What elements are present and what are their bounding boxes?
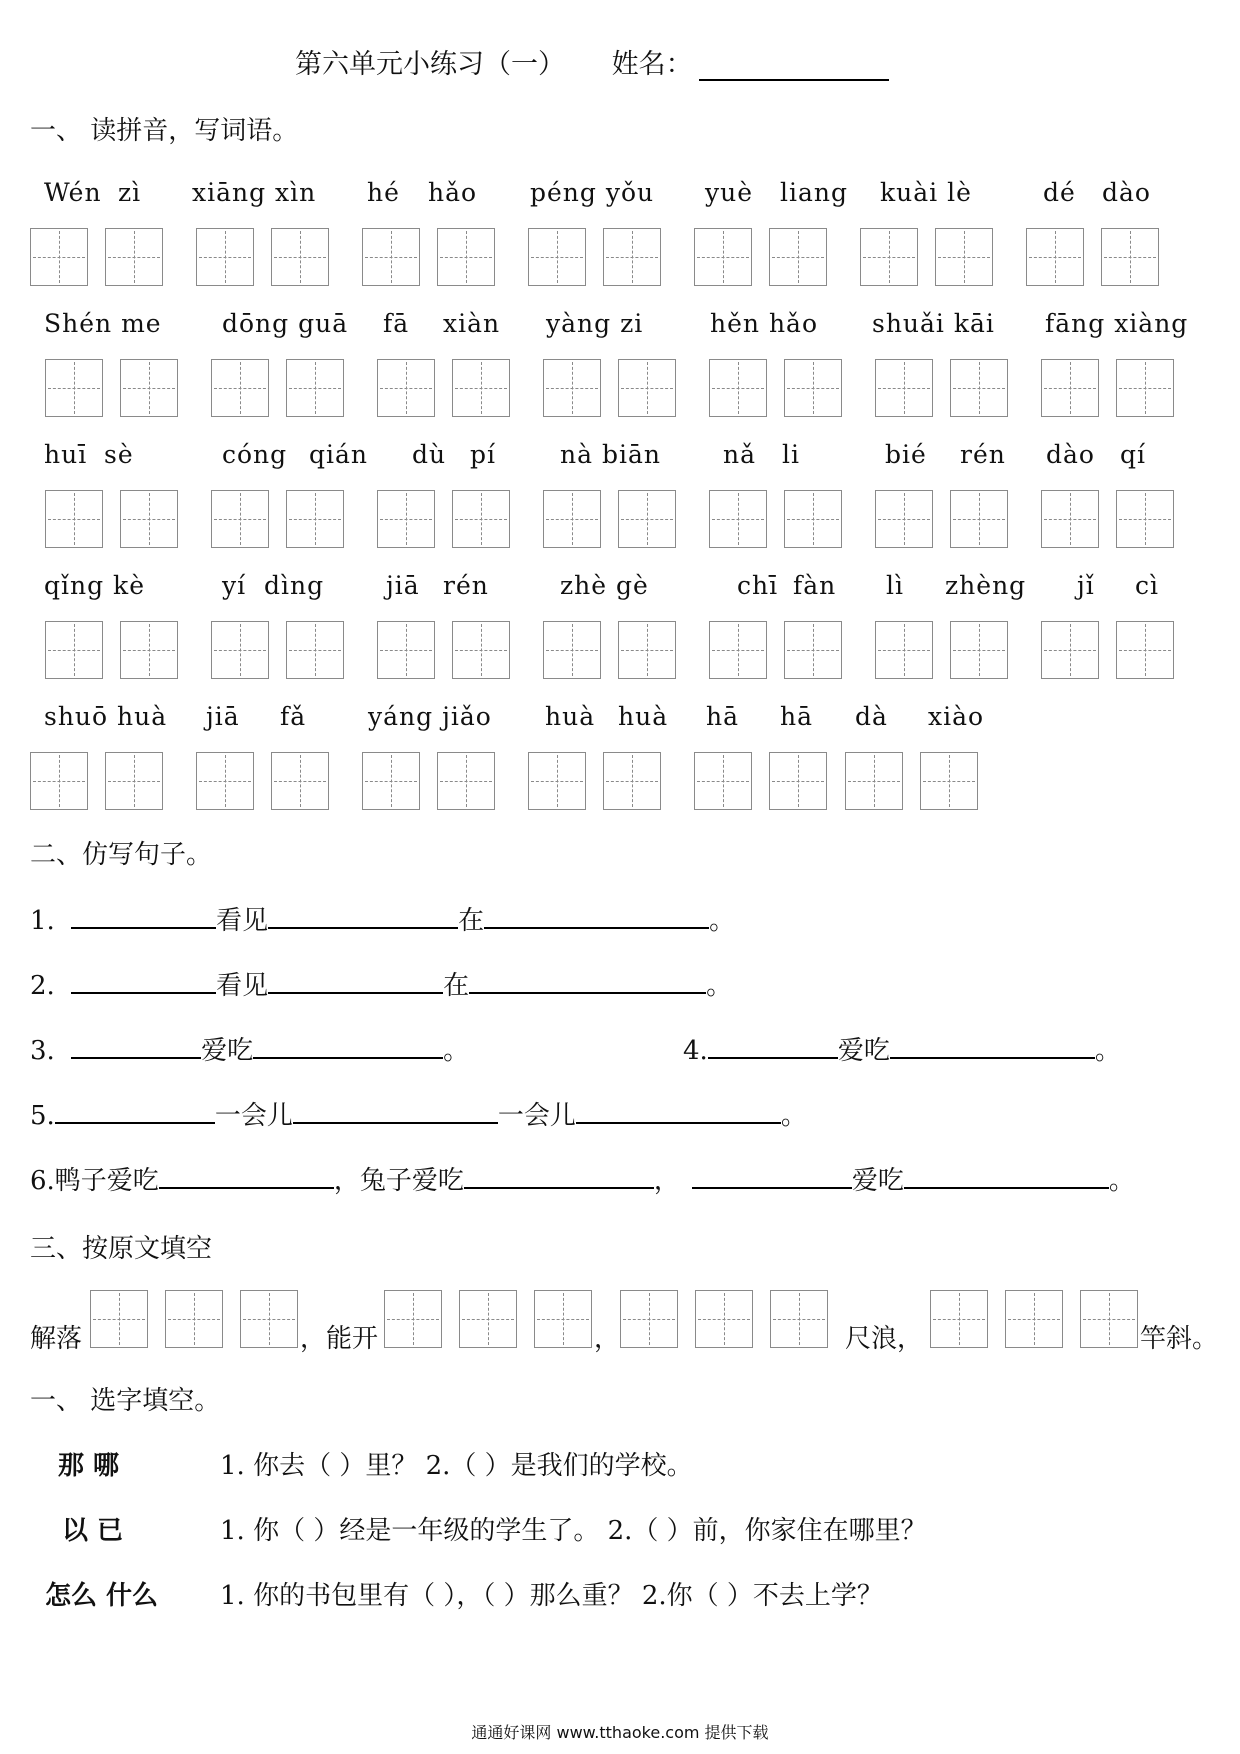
pinyin: dōng guā [222, 309, 349, 338]
sentence-3 [30, 1030, 469, 1067]
writing-grid[interactable] [1005, 1290, 1063, 1348]
writing-grid[interactable] [1041, 621, 1099, 679]
writing-grid[interactable] [709, 621, 767, 679]
blank[interactable] [484, 903, 709, 929]
blank[interactable] [268, 903, 458, 929]
pinyin: jiā [206, 702, 240, 731]
pinyin: lì [886, 571, 904, 600]
writing-grid[interactable] [950, 490, 1008, 548]
pinyin: fǎ [280, 702, 307, 731]
word: 爱吃 [851, 1166, 904, 1196]
writing-grid[interactable] [30, 228, 88, 286]
writing-grid[interactable] [875, 490, 933, 548]
word: ，兔子爱吃 [333, 1166, 464, 1196]
poem-text: 竿斜。 [1140, 1324, 1219, 1354]
writing-grid[interactable] [618, 490, 676, 548]
word: 看见 [216, 906, 269, 936]
pinyin: yàng zi [546, 309, 644, 338]
writing-grid[interactable] [694, 228, 752, 286]
writing-grid[interactable] [120, 621, 178, 679]
word: 爱吃 [837, 1036, 890, 1066]
pinyin: rén [960, 440, 1006, 469]
page-title [295, 42, 889, 81]
pinyin: huī [44, 440, 88, 469]
choice-text: 1. 你的书包里有（ ），（ ）那么重？ 2.你（ ）不去上学？ [220, 1581, 883, 1611]
item-number: 1. [30, 906, 55, 936]
section2-heading: 二、仿写句子。 [30, 840, 213, 870]
blank[interactable] [293, 1098, 498, 1124]
pinyin: péng yǒu [530, 178, 655, 207]
item-number: 4. [683, 1036, 708, 1066]
writing-grid[interactable] [452, 359, 510, 417]
pinyin: yuè [705, 178, 754, 207]
writing-grid[interactable] [45, 621, 103, 679]
item-number: 3. [30, 1036, 55, 1066]
pinyin: liang [780, 178, 849, 207]
writing-grid[interactable] [286, 490, 344, 548]
writing-grid[interactable] [45, 490, 103, 548]
blank[interactable] [268, 968, 443, 994]
pinyin: nǎ [723, 440, 757, 469]
writing-grid[interactable] [1116, 621, 1174, 679]
pinyin: yí [222, 571, 247, 600]
pinyin: hǎo [428, 178, 478, 207]
pinyin: nà biān [560, 440, 661, 469]
pinyin: rén [443, 571, 489, 600]
writing-grid[interactable] [120, 490, 178, 548]
pinyin: dù [412, 440, 447, 469]
word: 在 [443, 971, 470, 1001]
pinyin: dìng [264, 571, 325, 600]
pinyin: jiā [386, 571, 420, 600]
writing-grid[interactable] [30, 752, 88, 810]
pinyin: hā [706, 702, 740, 731]
blank[interactable] [159, 1163, 334, 1189]
pinyin: xiào [928, 702, 985, 731]
sentence-2 [30, 965, 732, 1002]
blank[interactable] [71, 1033, 201, 1059]
blank[interactable] [71, 903, 216, 929]
writing-grid[interactable] [543, 621, 601, 679]
writing-grid[interactable] [603, 752, 661, 810]
writing-grid[interactable] [105, 752, 163, 810]
item-number: 6.鸭子爱吃 [30, 1166, 159, 1196]
title-text: 第六单元小练习（一） [295, 49, 565, 80]
choice-label: 以 已 [62, 1516, 124, 1546]
choice-label: 怎么 什么 [45, 1581, 159, 1611]
choice-text: 1. 你（ ）经是一年级的学生了。 2.（ ）前，你家住在哪里？ [220, 1516, 927, 1546]
sentence-1 [30, 900, 735, 937]
word: ， [653, 1166, 680, 1196]
writing-grid[interactable] [950, 621, 1008, 679]
writing-grid[interactable] [1041, 359, 1099, 417]
writing-grid[interactable] [437, 228, 495, 286]
item-number: 5. [30, 1101, 55, 1131]
blank[interactable] [904, 1163, 1109, 1189]
blank[interactable] [464, 1163, 654, 1189]
writing-grid[interactable] [377, 359, 435, 417]
poem-text: 尺浪， [845, 1324, 924, 1354]
writing-grid[interactable] [603, 228, 661, 286]
pinyin: zhèng [945, 571, 1027, 600]
footer: 通通好课网 www.tthaoke.com 提供下载 [471, 1723, 769, 1742]
pinyin: zì [118, 178, 142, 207]
writing-grid[interactable] [694, 752, 752, 810]
punct: 。 [1108, 1166, 1135, 1196]
sentence-6 [30, 1160, 1135, 1197]
pinyin: yáng jiǎo [368, 702, 492, 731]
blank[interactable] [469, 968, 706, 994]
writing-grid[interactable] [528, 752, 586, 810]
punct: 。 [443, 1036, 470, 1066]
blank[interactable] [890, 1033, 1095, 1059]
writing-grid[interactable] [920, 752, 978, 810]
pinyin: qǐng kè [44, 571, 145, 600]
pinyin: sè [104, 440, 134, 469]
writing-grid[interactable] [377, 490, 435, 548]
choice-label: 那 哪 [58, 1451, 120, 1481]
pinyin: qí [1120, 440, 1146, 469]
writing-grid[interactable] [211, 490, 269, 548]
pinyin: pí [470, 440, 496, 469]
writing-grid[interactable] [875, 359, 933, 417]
writing-grid[interactable] [362, 752, 420, 810]
word: 一会儿 [214, 1101, 293, 1131]
section3-heading: 三、按原文填空 [30, 1234, 213, 1264]
writing-grid[interactable] [286, 621, 344, 679]
writing-grid[interactable] [437, 752, 495, 810]
pinyin: cóng [222, 440, 288, 469]
pinyin: dà [855, 702, 888, 731]
pinyin: qián [309, 440, 369, 469]
choice-chars [62, 1510, 123, 1547]
blank[interactable] [576, 1098, 781, 1124]
pinyin: xiāng xìn [192, 178, 317, 207]
blank[interactable] [692, 1163, 852, 1189]
writing-grid[interactable] [120, 359, 178, 417]
writing-grid[interactable] [211, 359, 269, 417]
pinyin: shuō huà [44, 702, 168, 731]
writing-grid[interactable] [845, 752, 903, 810]
writing-grid[interactable] [875, 621, 933, 679]
writing-grid[interactable] [709, 490, 767, 548]
pinyin: cì [1135, 571, 1159, 600]
writing-grid[interactable] [769, 752, 827, 810]
writing-grid[interactable] [1026, 228, 1084, 286]
blank[interactable] [55, 1098, 215, 1124]
name-blank[interactable] [699, 53, 889, 81]
pinyin: dào [1102, 178, 1151, 207]
pinyin: shuǎi kāi [872, 309, 995, 338]
writing-grid[interactable] [286, 359, 344, 417]
choice-chars [58, 1445, 119, 1482]
sentence-4 [683, 1030, 1121, 1067]
writing-grid[interactable] [950, 359, 1008, 417]
punct: 。 [706, 971, 733, 1001]
writing-grid[interactable] [240, 1290, 298, 1348]
writing-grid[interactable] [196, 752, 254, 810]
punct: 。 [1094, 1036, 1121, 1066]
writing-grid[interactable] [90, 1290, 148, 1348]
writing-grid[interactable] [362, 228, 420, 286]
pinyin: fāng xiàng [1045, 309, 1189, 338]
writing-grid[interactable] [1080, 1290, 1138, 1348]
writing-grid[interactable] [618, 359, 676, 417]
item-number: 2. [30, 971, 55, 1001]
writing-grid[interactable] [620, 1290, 678, 1348]
writing-grid[interactable] [935, 228, 993, 286]
poem-text: 解落 [30, 1324, 83, 1354]
writing-grid[interactable] [452, 490, 510, 548]
word: 看见 [216, 971, 269, 1001]
pinyin: Wén [44, 178, 102, 207]
writing-grid[interactable] [695, 1290, 753, 1348]
writing-grid[interactable] [860, 228, 918, 286]
pinyin: hé [367, 178, 400, 207]
writing-grid[interactable] [784, 621, 842, 679]
writing-grid[interactable] [784, 490, 842, 548]
pinyin: dé [1043, 178, 1076, 207]
writing-grid[interactable] [1116, 490, 1174, 548]
writing-grid[interactable] [45, 359, 103, 417]
poem-text: ， [594, 1324, 621, 1354]
pinyin: zhè gè [560, 571, 649, 600]
writing-grid[interactable] [377, 621, 435, 679]
writing-grid[interactable] [452, 621, 510, 679]
writing-grid[interactable] [1041, 490, 1099, 548]
writing-grid[interactable] [271, 752, 329, 810]
pinyin: hěn hǎo [710, 309, 819, 338]
writing-grid[interactable] [769, 228, 827, 286]
sentence-5 [30, 1095, 807, 1132]
section1-heading: 一、 读拼音，写词语。 [30, 116, 299, 146]
pinyin: dào [1046, 440, 1095, 469]
name-label: 姓名： [611, 49, 693, 80]
blank[interactable] [708, 1033, 838, 1059]
poem-text: ，能开 [300, 1324, 379, 1354]
writing-grid[interactable] [105, 228, 163, 286]
pinyin: xiàn [443, 309, 501, 338]
punct: 。 [709, 906, 736, 936]
writing-grid[interactable] [459, 1290, 517, 1348]
pinyin: kuài lè [880, 178, 972, 207]
pinyin: Shén me [44, 309, 162, 338]
word: 在 [458, 906, 485, 936]
writing-grid[interactable] [784, 359, 842, 417]
writing-grid[interactable] [770, 1290, 828, 1348]
pinyin: huà [618, 702, 669, 731]
pinyin: fā [383, 309, 410, 338]
section4-heading: 一、 选字填空。 [30, 1386, 221, 1416]
punct: 。 [780, 1101, 807, 1131]
writing-grid[interactable] [618, 621, 676, 679]
pinyin: li [782, 440, 800, 469]
pinyin: hā [780, 702, 814, 731]
choice-chars [45, 1575, 158, 1612]
writing-grid[interactable] [528, 228, 586, 286]
writing-grid[interactable] [165, 1290, 223, 1348]
writing-grid[interactable] [543, 490, 601, 548]
writing-grid[interactable] [384, 1290, 442, 1348]
writing-grid[interactable] [211, 621, 269, 679]
writing-grid[interactable] [271, 228, 329, 286]
pinyin: fàn [793, 571, 837, 600]
pinyin: bié [885, 440, 927, 469]
pinyin: huà [545, 702, 596, 731]
writing-grid[interactable] [1101, 228, 1159, 286]
blank[interactable] [253, 1033, 443, 1059]
writing-grid[interactable] [930, 1290, 988, 1348]
word: 一会儿 [497, 1101, 576, 1131]
choice-text: 1. 你去（ ）里？ 2.（ ）是我们的学校。 [220, 1451, 693, 1481]
pinyin: jǐ [1077, 571, 1095, 600]
writing-grid[interactable] [196, 228, 254, 286]
writing-grid[interactable] [534, 1290, 592, 1348]
blank[interactable] [71, 968, 216, 994]
word: 爱吃 [201, 1036, 254, 1066]
writing-grid[interactable] [1116, 359, 1174, 417]
writing-grid[interactable] [709, 359, 767, 417]
pinyin: chī [737, 571, 779, 600]
writing-grid[interactable] [543, 359, 601, 417]
